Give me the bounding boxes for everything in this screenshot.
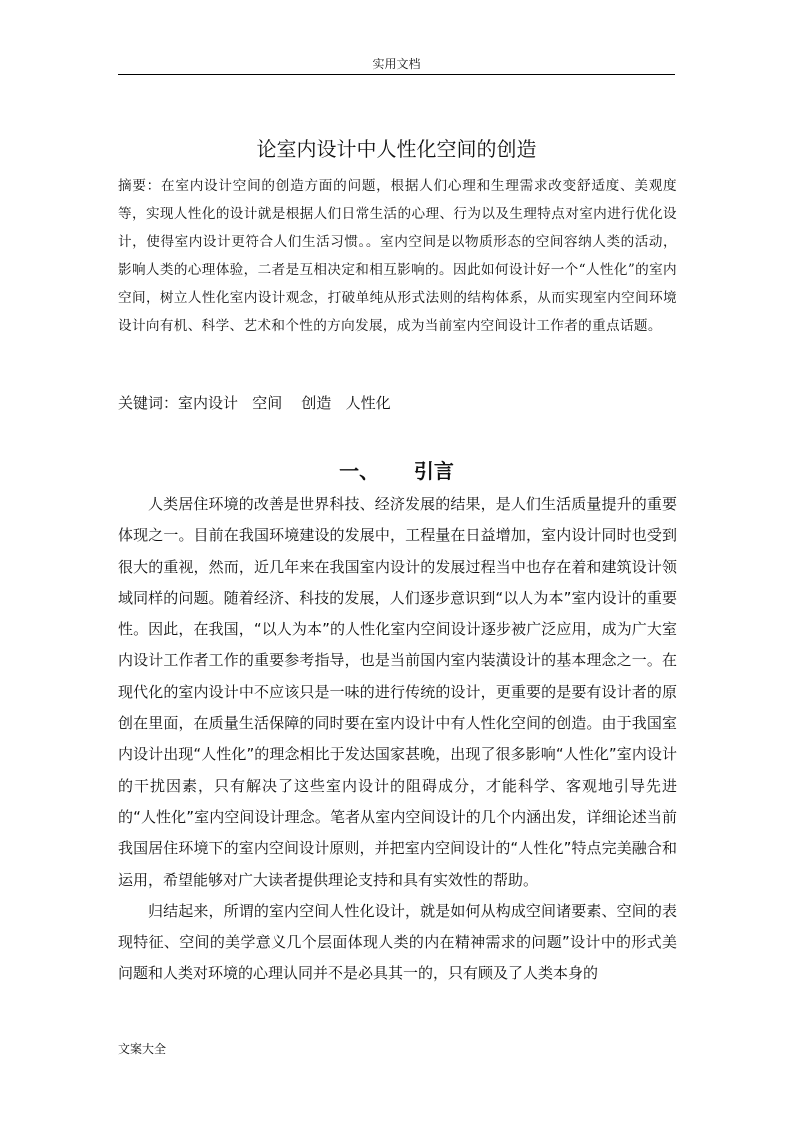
- body-paragraph: 归结起来，所谓的室内空间人性化设计，就是如何从构成空间诸要素、空间的表现特征、空间的美学意义几个层面体现人类的内在精神需求的问题”设计中的形式美问题和人类对环境的心理认同并不是必具其一的，只有顾及了人类本身的: [118, 901, 677, 983]
- header-divider: [118, 74, 675, 75]
- keywords: 关键词：室内设计 空间 创造 人性化: [118, 394, 391, 412]
- body-paragraph: 人类居住环境的改善是世界科技、经济发展的结果，是人们生活质量提升的重要体现之一。目前在我国环境建设的发展中，工程量在日益增加，室内设计同时也受到很大的重视，然而，近几年来在我国室内设计的发展过程当中也存在着和建筑设计领域同样的问题。随着经济、科技的发展，人们逐步意识到“以人为本”室内设计的重要性。因此，在我国，“以人为本”的人性化室内空间设计逐步被广泛应用，成为广大室内设计工作者工作的重要参考指导，也是当前国内室内装潢设计的基本理念之一。在现代化的室内设计中不应该只是一味的进行传统的设计，更重要的是要有设计者的原创在里面，在质量生活保障的同时要在室内设计中有人性化空间的创造。由于我国室内设计出现“人性化”的理念相比于发达国家甚晚，出现了很多影响“人性化”室内设计的干扰因素，只有解决了这些室内设计的阻碍成分，才能科学、客观地引导先进的“人性化”室内空间设计理念。笔者从室内空间设计的几个内涵出发，详细论述当前我国居住环境下的室内空间设计原则，并把室内空间设计的“人性化”特点完美融合和运用，希望能够对广大读者提供理论支持和具有实效性的帮助。: [118, 495, 677, 889]
- body-text: [118, 489, 677, 990]
- page-header: 实用文档: [372, 57, 421, 71]
- page-footer: 文案大全: [118, 1042, 167, 1056]
- section-heading-introduction: 一、 引言: [339, 459, 454, 483]
- document-title: 论室内设计中人性化空间的创造: [256, 137, 537, 161]
- abstract: 摘要：在室内设计空间的创造方面的问题，根据人们心理和生理需求改变舒适度、美观度等，实现人性化的设计就是根据人们日常生活的心理、行为以及生理特点对室内进行优化设计，使得室内设计更符合人们生活习惯。。室内空间是以物质形态的空间容纳人类的活动，影响人类的心理体验，二者是互相决定和相互影响的。因此如何设计好一个“人性化”的室内空间，树立人性化室内设计观念，打破单纯从形式法则的结构体系，从而实现室内空间环境设计向有机、科学、艺术和个性的方向发展，成为当前室内空间设计工作者的重点话题。: [118, 178, 677, 334]
